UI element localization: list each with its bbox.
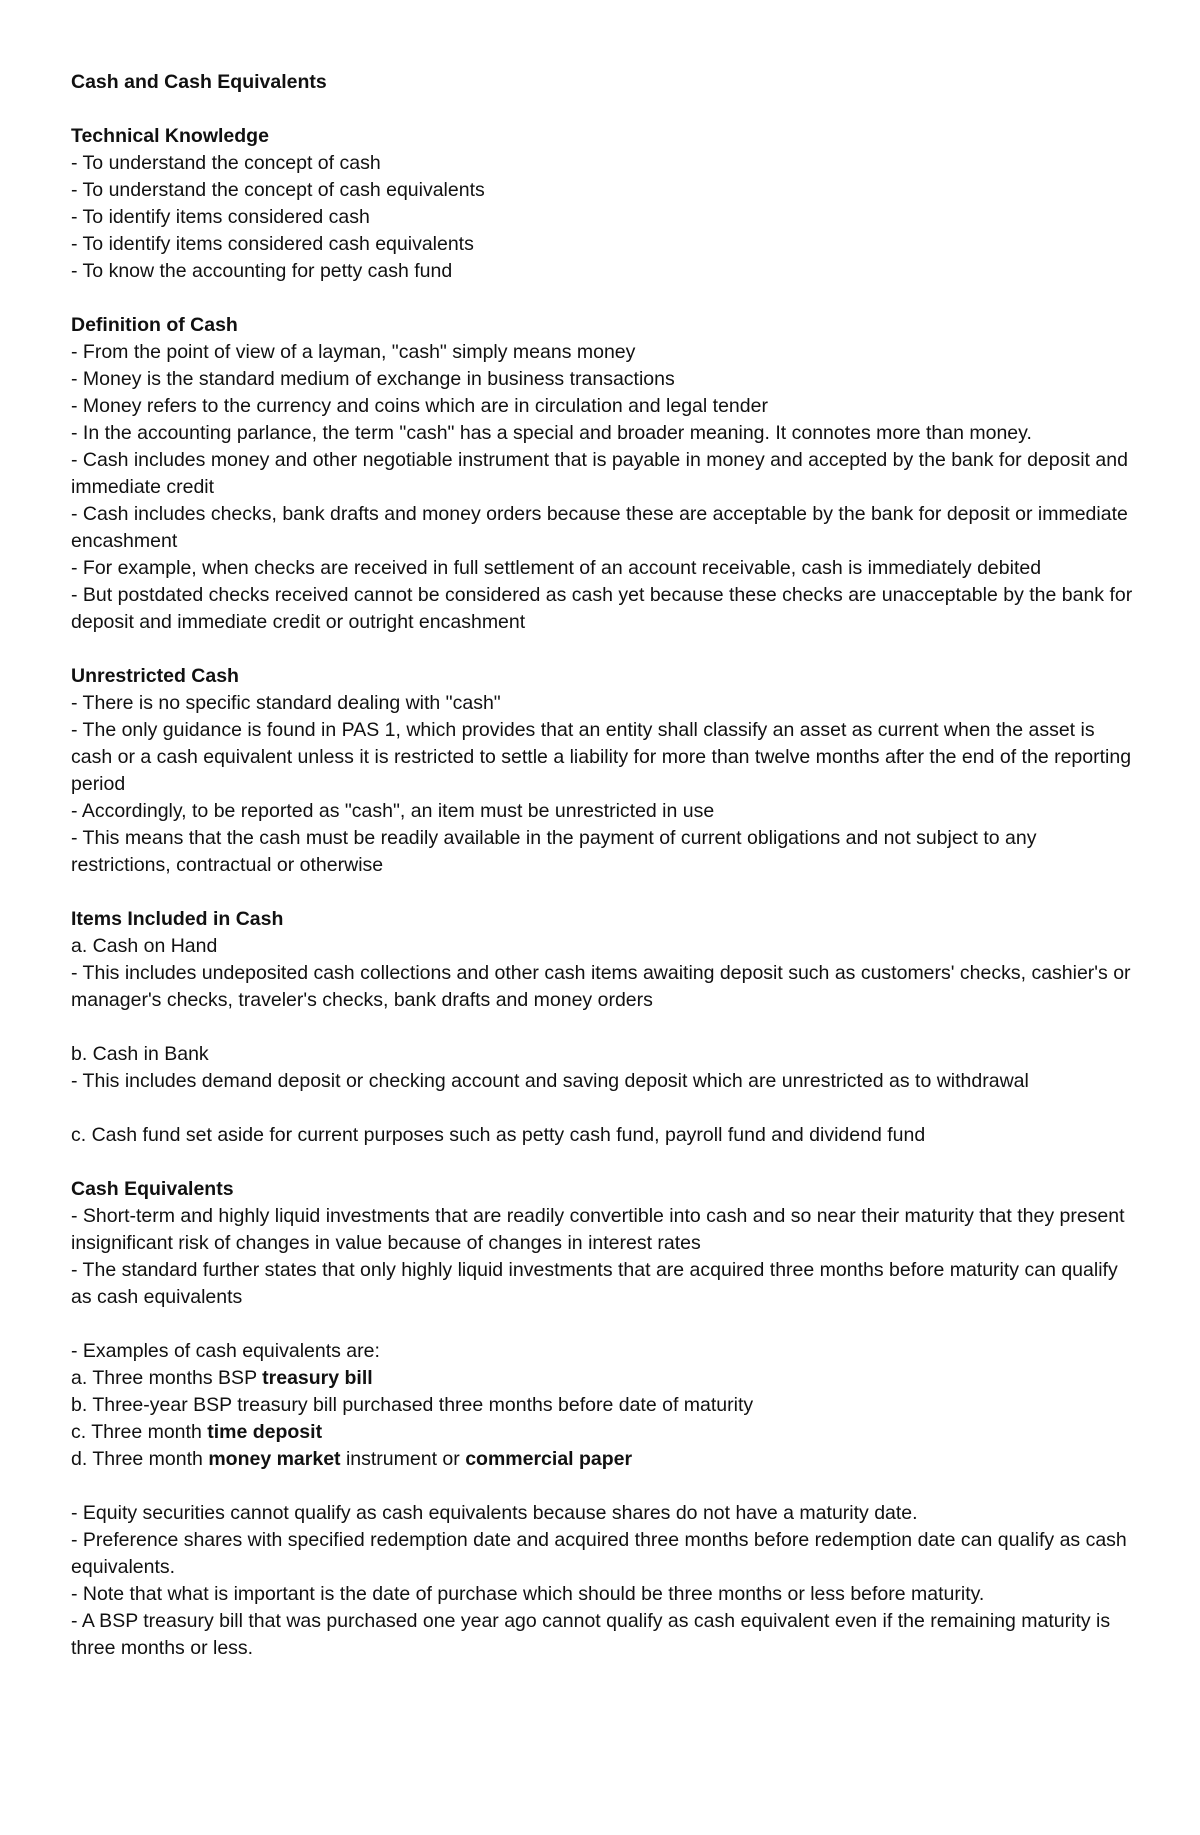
spacer xyxy=(71,1095,1141,1122)
list-item: - Money refers to the currency and coins which are in circulation and legal tender xyxy=(71,395,768,417)
document-title: Cash and Cash Equivalents xyxy=(71,71,327,93)
example-text: instrument or xyxy=(340,1448,466,1470)
spacer xyxy=(71,636,1141,663)
note-item: - Note that what is important is the date of purchase which should be three months or less before maturity. xyxy=(71,1583,985,1605)
list-item: - To identify items considered cash xyxy=(71,206,370,228)
spacer xyxy=(71,1473,1141,1500)
example-term: time deposit xyxy=(207,1421,323,1443)
list-item: - Cash includes money and other negotiable instrument that is payable in money and accepted by the bank for deposit and immediate credit xyxy=(71,449,1128,498)
example-item-c xyxy=(71,1419,1141,1446)
sub-item-label: b. Cash in Bank xyxy=(71,1043,209,1065)
list-item: - This means that the cash must be readily available in the payment of current obligations and not subject to any restrictions, contractual or otherwise xyxy=(71,827,1037,876)
list-item: - In the accounting parlance, the term "cash" has a special and broader meaning. It connotes more than money. xyxy=(71,422,1032,444)
list-item: - Short-term and highly liquid investments that are readily convertible into cash and so near their maturity that they present insignificant risk of changes in value because of changes in interest rates xyxy=(71,1205,1125,1254)
list-item: - To know the accounting for petty cash fund xyxy=(71,260,453,282)
list-item: - For example, when checks are received in full settlement of an account receivable, cash is immediately debited xyxy=(71,557,1042,579)
sub-item-label: a. Cash on Hand xyxy=(71,935,218,957)
example-text: d. Three month xyxy=(71,1448,209,1470)
document-body xyxy=(71,69,1141,1662)
list-item: - Cash includes checks, bank drafts and money orders because these are acceptable by the bank for deposit or immediate encashment xyxy=(71,503,1128,552)
note-item: - Equity securities cannot qualify as cash equivalents because shares do not have a maturity date. xyxy=(71,1502,918,1524)
list-item: - There is no specific standard dealing with "cash" xyxy=(71,692,501,714)
section-heading-cash-equivalents: Cash Equivalents xyxy=(71,1178,234,1200)
section-heading-technical-knowledge: Technical Knowledge xyxy=(71,125,269,147)
list-item: - Money is the standard medium of exchange in business transactions xyxy=(71,368,675,390)
spacer xyxy=(71,285,1141,312)
example-item-d xyxy=(71,1446,1141,1473)
example-term: money market xyxy=(208,1448,341,1470)
list-item: - To understand the concept of cash equivalents xyxy=(71,179,485,201)
example-item-a xyxy=(71,1365,1141,1392)
list-item: - The only guidance is found in PAS 1, which provides that an entity shall classify an asset as current when the asset is cash or a cash equivalent unless it is restricted to settle a liability for more than twelve months after the end of the reporting period xyxy=(71,719,1132,795)
list-item: - From the point of view of a layman, "cash" simply means money xyxy=(71,341,636,363)
list-item: - Accordingly, to be reported as "cash", an item must be unrestricted in use xyxy=(71,800,715,822)
example-term: commercial paper xyxy=(465,1448,633,1470)
example-item-b: b. Three-year BSP treasury bill purchased three months before date of maturity xyxy=(71,1394,754,1416)
list-item: - To understand the concept of cash xyxy=(71,152,381,174)
example-text: c. Three month xyxy=(71,1421,208,1443)
section-heading-items-included: Items Included in Cash xyxy=(71,908,284,930)
spacer xyxy=(71,1311,1141,1338)
example-term: treasury bill xyxy=(262,1367,373,1389)
spacer xyxy=(71,1149,1141,1176)
list-item: - The standard further states that only highly liquid investments that are acquired three months before maturity can qualify as cash equivalents xyxy=(71,1259,1118,1308)
note-item: - Preference shares with specified redemption date and acquired three months before redemption date can qualify as cash equivalents. xyxy=(71,1529,1127,1578)
spacer xyxy=(71,1014,1141,1041)
examples-intro: - Examples of cash equivalents are: xyxy=(71,1340,380,1362)
spacer xyxy=(71,879,1141,906)
example-text: a. Three months BSP xyxy=(71,1367,263,1389)
list-item: - This includes demand deposit or checking account and saving deposit which are unrestricted as to withdrawal xyxy=(71,1070,1029,1092)
list-item: - To identify items considered cash equivalents xyxy=(71,233,474,255)
sub-item-label: c. Cash fund set aside for current purposes such as petty cash fund, payroll fund and dividend fund xyxy=(71,1124,926,1146)
list-item: - This includes undeposited cash collections and other cash items awaiting deposit such as customers' checks, cashier's or manager's checks, traveler's checks, bank drafts and money orders xyxy=(71,962,1131,1011)
spacer xyxy=(71,96,1141,123)
section-heading-unrestricted: Unrestricted Cash xyxy=(71,665,239,687)
section-heading-definition: Definition of Cash xyxy=(71,314,238,336)
list-item: - But postdated checks received cannot be considered as cash yet because these checks are unacceptable by the bank for deposit and immediate credit or outright encashment xyxy=(71,584,1133,633)
note-item: - A BSP treasury bill that was purchased one year ago cannot qualify as cash equivalent even if the remaining maturity is three months or less. xyxy=(71,1610,1111,1659)
